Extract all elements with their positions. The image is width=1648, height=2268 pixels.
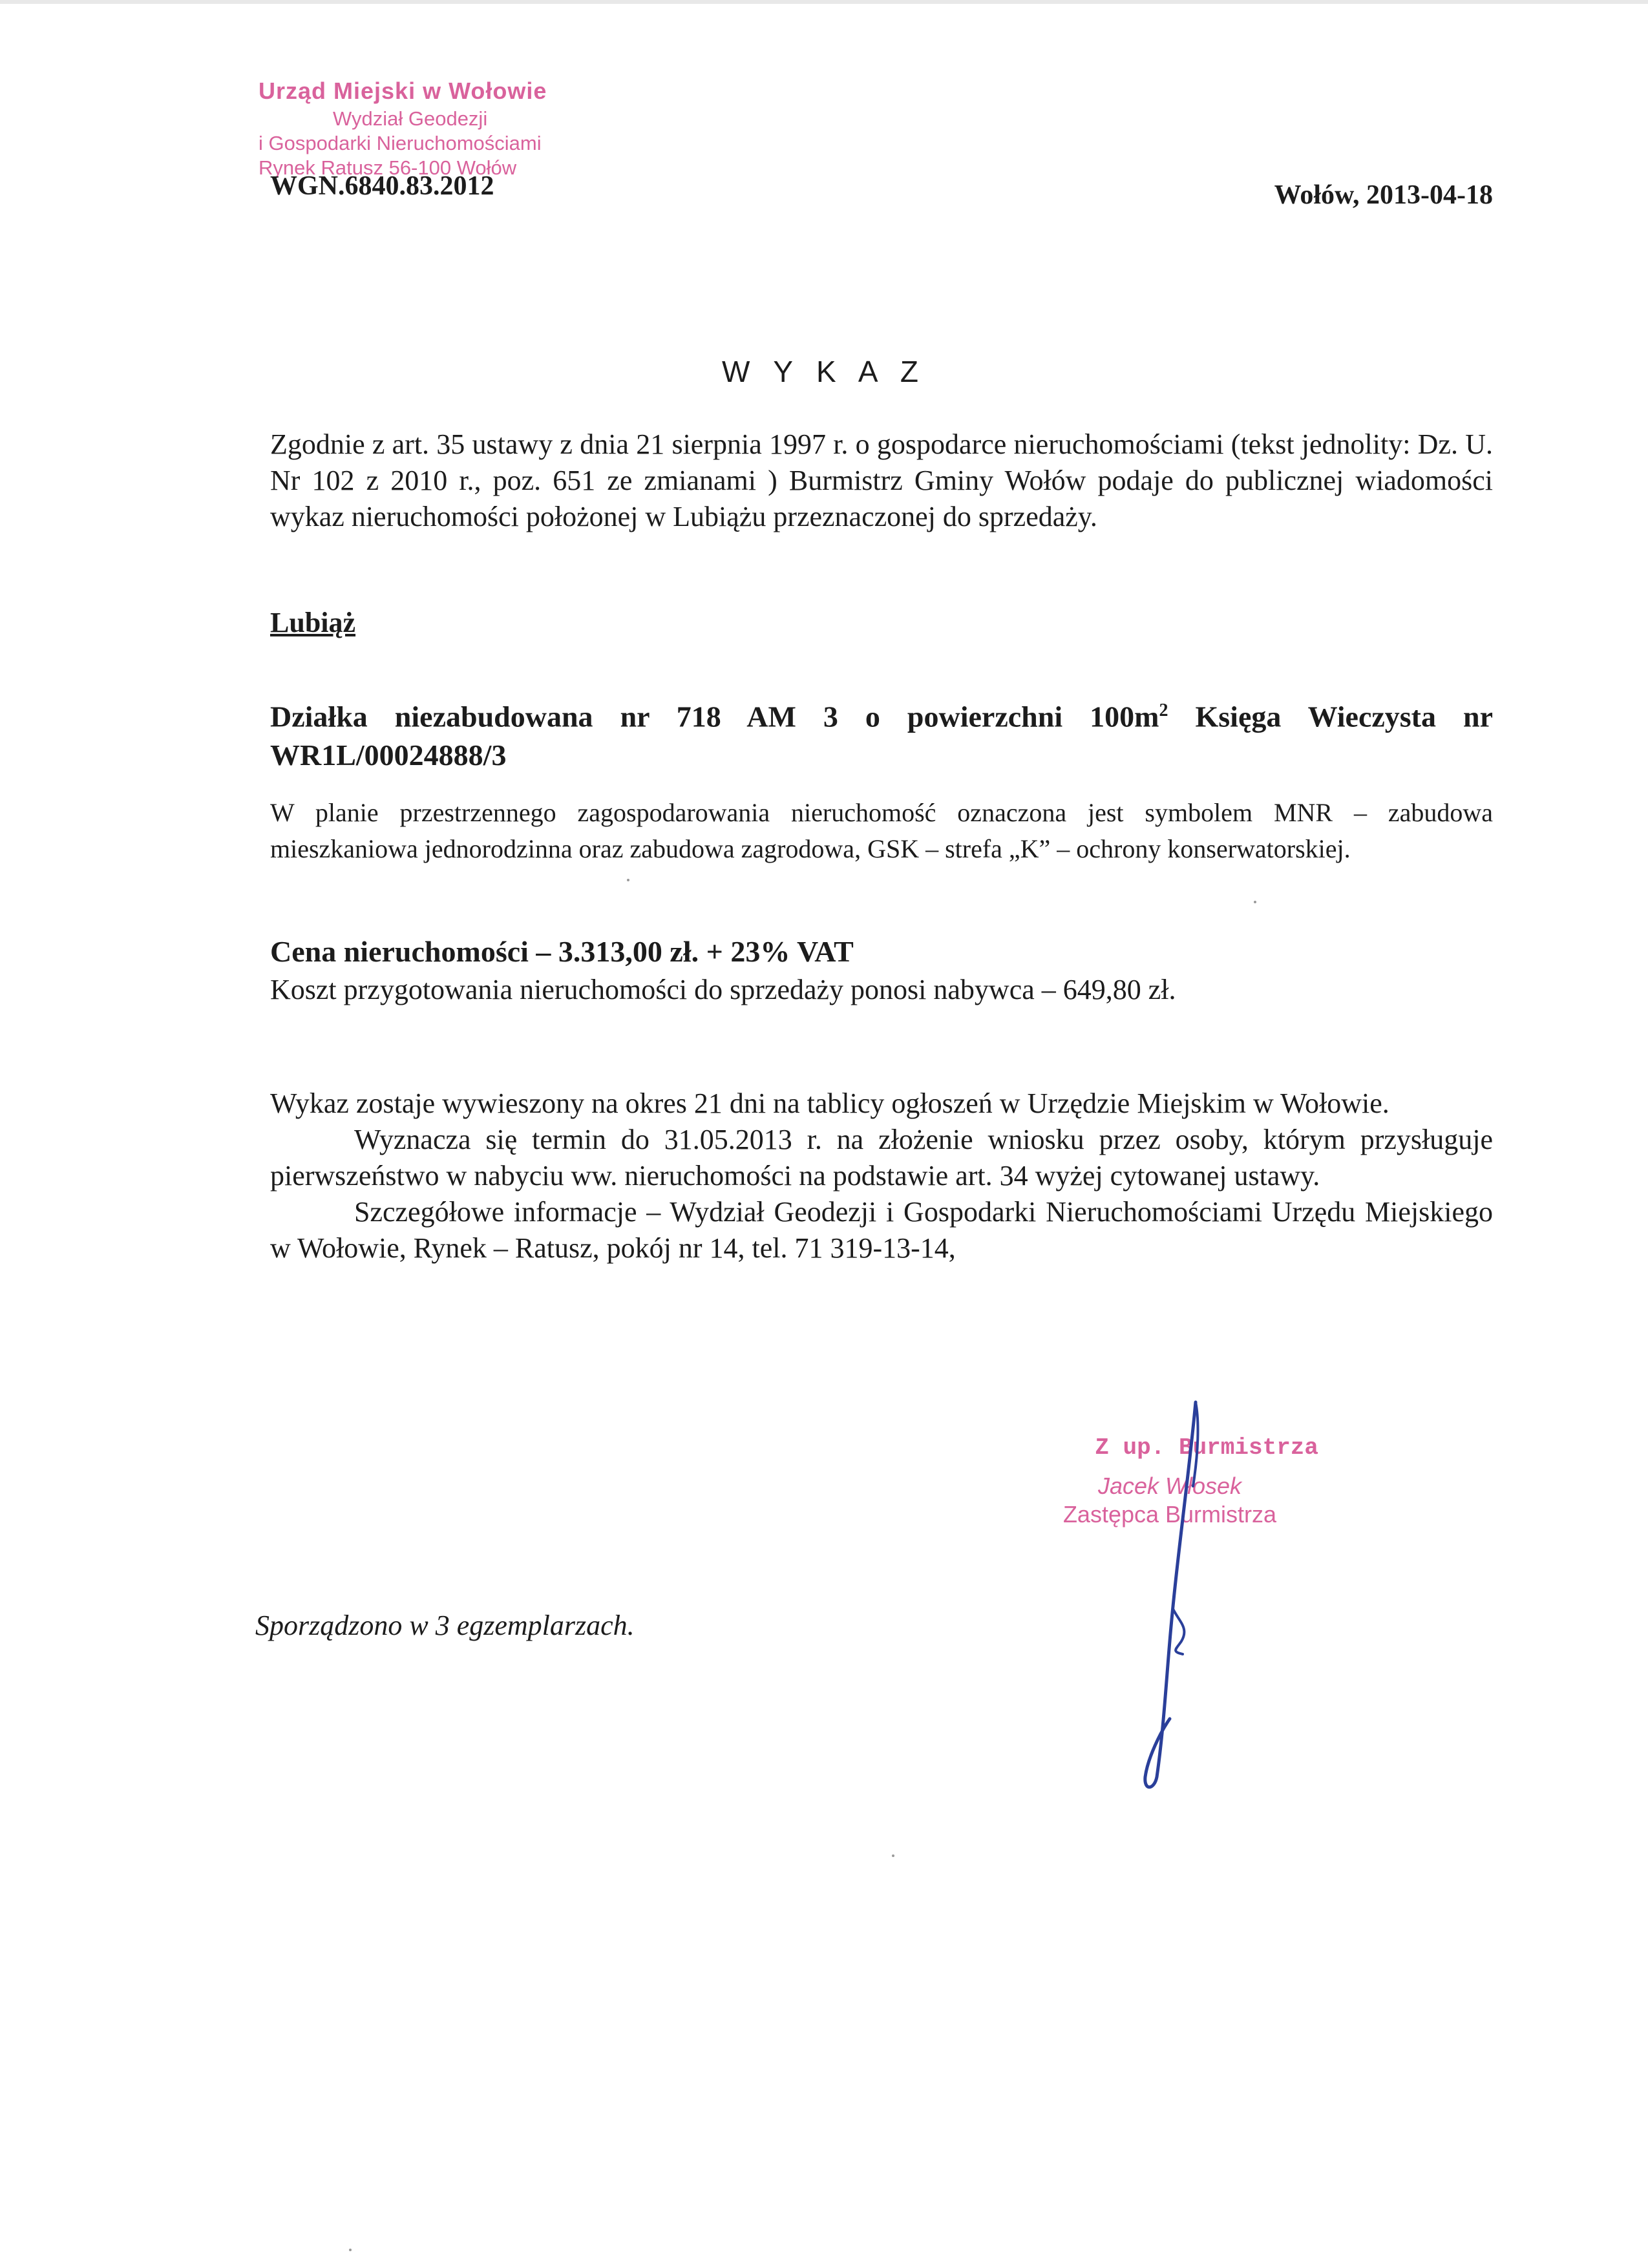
parcel-text-after: Księga Wieczysta nr WR1L/00024888/3 [270,700,1494,772]
scan-speck [1254,901,1256,903]
office-stamp-line4: Rynek Ratusz 56-100 Wołów [259,156,517,179]
scan-edge [0,0,1648,4]
place-date: Wołów, 2013-04-18 [1274,180,1493,210]
handwritten-signature [1099,1396,1228,1796]
notice-section [270,1086,1493,1266]
signature-stamp-role: Zastępca Burmistrza [1062,1501,1277,1528]
reference-number: WGN.6840.83.2012 [270,171,494,201]
office-stamp-line1: Urząd Miejski w Wołowie [259,78,547,104]
location-heading: Lubiąż [270,607,356,638]
copies-note: Sporządzono w 3 egzemplarzach. [255,1610,635,1641]
office-stamp [259,78,659,180]
office-stamp-line3: i Gospodarki Nieruchomościami [259,132,542,154]
intro-paragraph: Zgodnie z art. 35 ustawy z dnia 21 sierpnia 1997 r. o gospodarce nieruchomościami (tekst jednolity: Dz. U. Nr 102 z 2010 r., poz. 651 ze zmianami ) Burmistrz Gminy Wołów podaje do publicznej wiadomości wykaz nieruchomości położonej w Lubiążu przeznaczonej do sprzedaży. [270,428,1493,532]
parcel-description [270,691,1493,775]
parcel-text-before: Działka niezabudowana nr 718 AM 3 o powierzchni 100m [270,700,1159,733]
scan-speck [892,1854,894,1857]
notice-paragraph-3: Szczegółowe informacje – Wydział Geodezji i Gospodarki Nieruchomościami Urzędu Miejskiego w Wołowie, Rynek – Ratusz, pokój nr 14, tel. 71 319-13-14, [270,1196,1493,1264]
preparation-cost: Koszt przygotowania nieruchomości do sprzedaży ponosi nabywca – 649,80 zł. [270,974,1176,1005]
property-price: Cena nieruchomości – 3.313,00 zł. + 23% VAT [270,935,854,968]
signature-stamp-line1: Z up. Burmistrza [1095,1434,1318,1461]
notice-paragraph-2: Wyznacza się termin do 31.05.2013 r. na złożenie wniosku przez osoby, którym przysługuje pierwszeństwo w nabyciu ww. nieruchomości na podstawie art. 34 wyżej cytowanej ustawy. [270,1124,1493,1192]
scan-speck [627,879,629,881]
notice-paragraph-1: Wykaz zostaje wywieszony na okres 21 dni na tablicy ogłoszeń w Urzędzie Miejskim w Wołowie. [270,1087,1389,1119]
signature-stamp-name: Jacek Włosek [1097,1473,1242,1499]
parcel-area-superscript: 2 [1159,700,1168,720]
scan-speck [349,2249,352,2251]
office-stamp-line2: Wydział Geodezji [333,107,488,130]
document-title: W Y K A Z [722,355,926,388]
zoning-plan-paragraph: W planie przestrzennego zagospodarowania nieruchomość oznaczona jest symbolem MNR – zabudowa mieszkaniowa jednorodzinna oraz zabudowa zagrodowa, GSK – strefa „K” – ochrony konserwatorskiej. [270,798,1493,863]
